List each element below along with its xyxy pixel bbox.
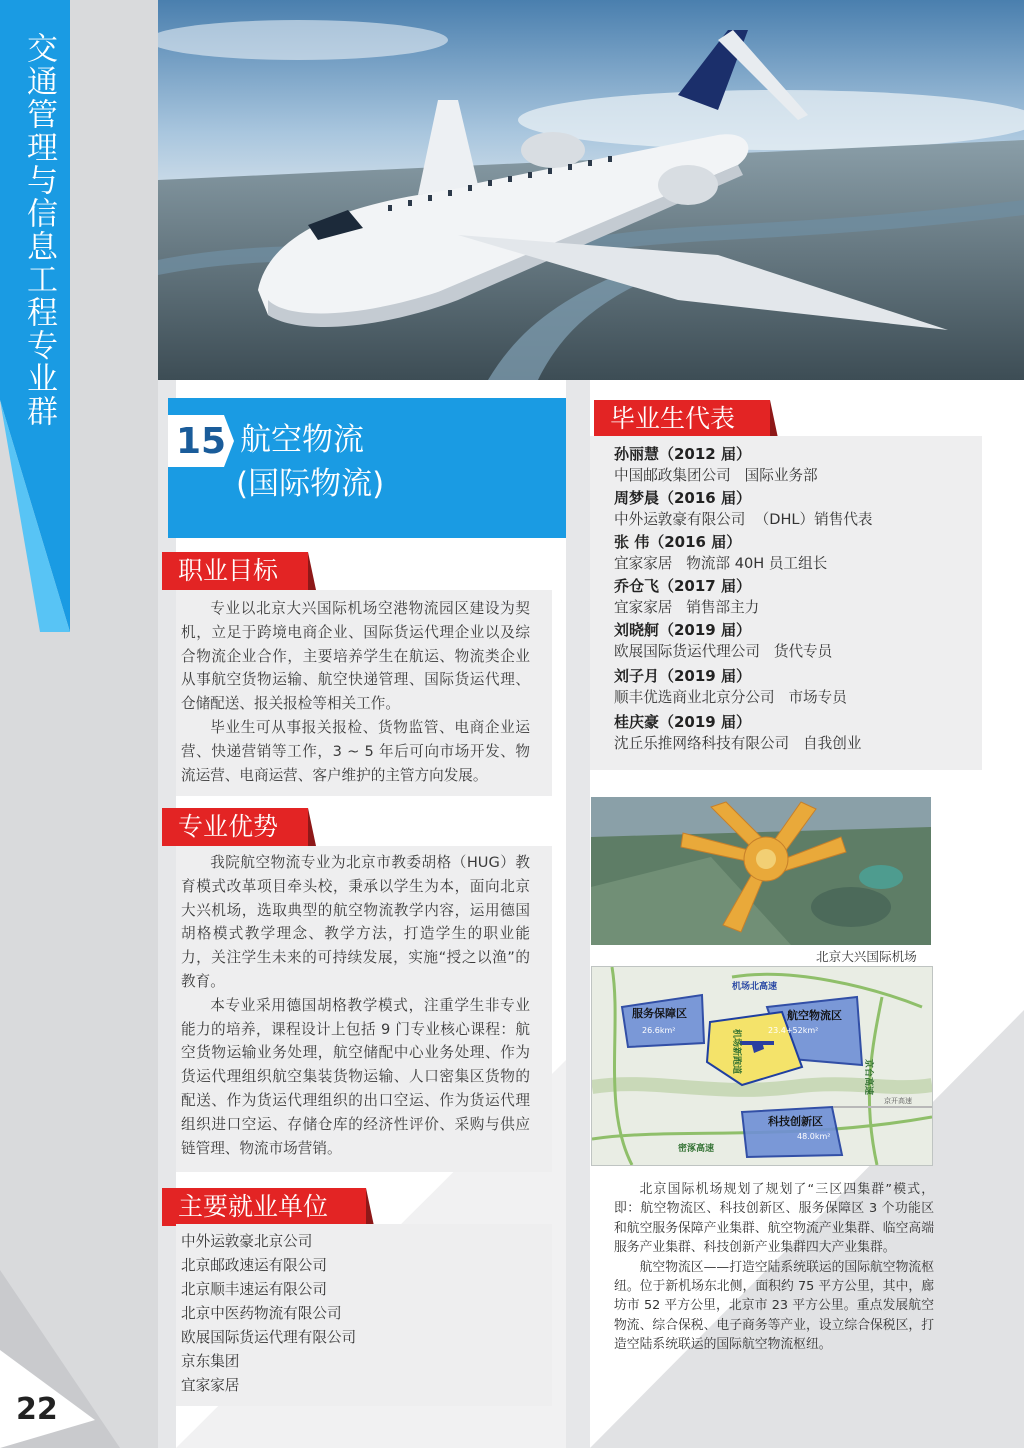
graduate-position: 中外运敦豪有限公司 （DHL）销售代表 (614, 511, 873, 528)
employer-item: 京东集团 (181, 1353, 240, 1370)
graduate-entry (614, 532, 974, 576)
advantage-text (181, 851, 530, 1160)
map-label-road-north: 机场北高速 (732, 982, 778, 992)
airport-zone-map (591, 966, 933, 1166)
graduate-name: 刘子月（2019 届） (614, 667, 751, 685)
graduate-position: 宜家家居 销售部主力 (614, 599, 760, 616)
side-title: 交通管理与信息工程专业群 (21, 32, 57, 428)
graduate-name: 桂庆豪（2019 届） (614, 713, 751, 731)
graduate-name: 张 伟（2016 届） (614, 533, 742, 551)
map-label-jingtai: 京台高速 (863, 1059, 873, 1096)
graduate-name: 周梦晨（2016 届） (614, 489, 751, 507)
graduates-list (614, 444, 974, 756)
career-goal-text (181, 597, 530, 787)
graduate-name: 刘晓舸（2019 届） (614, 621, 751, 639)
program-title: 航空物流 (240, 422, 364, 458)
graduate-entry (614, 712, 974, 756)
map-label-service-area: 26.6km² (642, 1026, 676, 1035)
graduate-name: 孙丽慧（2012 届） (614, 445, 751, 463)
zone-description-paragraph-1: 北京国际机场规划了规划了“三区四集群”模式，即：航空物流区、科技创新区、服务保障区 3 个功能区和航空服务保障产业集群、航空物流产业集群、临空高端服务产业集群、科技创新产业集群四大产业集群。 (614, 1182, 934, 1256)
advantage-paragraph-2: 本专业采用德国胡格教学模式，注重学生非专业能力的培养，课程设计上包括 9 门专业核心课程：航空货物运输业务处理，航空储配中心业务处理、作为货运代理组织航空集装货物运输、人口密集区货物的配送、作为货运代理组织的出口空运、作为货运代理组织进口空运、存储仓库的经济性评价、采购与供应链管理、物流市场营销。 (181, 996, 530, 1157)
employers-list (181, 1230, 541, 1398)
graduate-entry (614, 444, 974, 488)
map-label-tech-area: 48.0km² (797, 1132, 831, 1141)
graduate-position: 沈丘乐推网络科技有限公司 自我创业 (614, 735, 862, 752)
program-number: 15 (176, 421, 227, 462)
graduate-position: 顺丰优选商业北京分公司 市场专员 (614, 689, 847, 706)
graduate-entry (614, 576, 974, 620)
career-goal-paragraph-2: 毕业生可从事报关报检、货物监管、电商企业运营、快递营销等工作，3 ~ 5 年后可向市场开发、物流运营、电商运营、客户维护的主管方向发展。 (181, 718, 530, 784)
graduate-position: 宜家家居 物流部 40H 员工组长 (614, 555, 828, 572)
career-goal-paragraph-1: 专业以北京大兴国际机场空港物流园区建设为契机，立足于跨境电商企业、国际货运代理企业以及综合物流企业合作，主要培养学生在航运、物流类企业从事航空货物运输、航空快递管理、国际货运代理、仓储配送、报关报检等相关工作。 (181, 600, 530, 713)
career-goal-heading: 职业目标 (162, 552, 308, 590)
map-label-airport: 机场新跑道 (731, 1029, 741, 1075)
employers-heading: 主要就业单位 (162, 1188, 366, 1226)
map-label-jingmi: 京开高速 (884, 1097, 912, 1105)
employer-item: 中外运敦豪北京公司 (181, 1233, 313, 1250)
program-subtitle: (国际物流) (236, 466, 385, 502)
graduate-name: 乔仓飞（2017 届） (614, 577, 751, 595)
map-label-logistics-area: 23.4+52km² (768, 1026, 819, 1035)
graduate-entry (614, 620, 974, 666)
graduate-entry (614, 666, 974, 712)
graduate-entry (614, 488, 974, 532)
employer-item: 北京邮政速运有限公司 (181, 1257, 327, 1274)
advantage-paragraph-1: 我院航空物流专业为北京市教委胡格（HUG）教育模式改革项目牵头校，秉承以学生为本，面向北京大兴机场，选取典型的航空物流教学内容，运用德国胡格模式教学理念、教学方法，打造学生的职业能力，关注学生未来的可持续发展，实施“授之以渔”的教育。 (181, 854, 530, 990)
zone-description (614, 1180, 934, 1355)
map-label-road-south: 密涿高速 (678, 1144, 715, 1154)
employer-item: 宜家家居 (181, 1377, 240, 1394)
hero-airplane-photo (158, 0, 1024, 380)
graduate-position: 欧展国际货运代理公司 货代专员 (614, 643, 833, 660)
map-label-logistics: 航空物流区 (787, 1009, 842, 1022)
zone-description-paragraph-2: 航空物流区——打造空陆系统联运的国际航空物流枢纽。位于新机场东北侧，面积约 75 平方公里，其中，廊坊市 52 平方公里，北京市 23 平方公里。重点发展航空物流、综合保税、电子商务等产业，设立综合保税区，打造空陆系统联运的国际航空物流枢纽。 (614, 1259, 934, 1353)
airport-photo-caption: 北京大兴国际机场 (816, 949, 917, 964)
map-label-service: 服务保障区 (632, 1007, 687, 1020)
page-number: 22 (16, 1392, 58, 1427)
graduate-position: 中国邮政集团公司 国际业务部 (614, 467, 818, 484)
map-label-tech: 科技创新区 (768, 1115, 823, 1128)
advantage-heading: 专业优势 (162, 808, 308, 846)
employer-item: 北京顺丰速运有限公司 (181, 1281, 327, 1298)
graduates-heading: 毕业生代表 (594, 400, 770, 438)
employer-item: 欧展国际货运代理有限公司 (181, 1329, 357, 1346)
airport-photo (591, 797, 931, 945)
employer-item: 北京中医药物流有限公司 (181, 1305, 342, 1322)
